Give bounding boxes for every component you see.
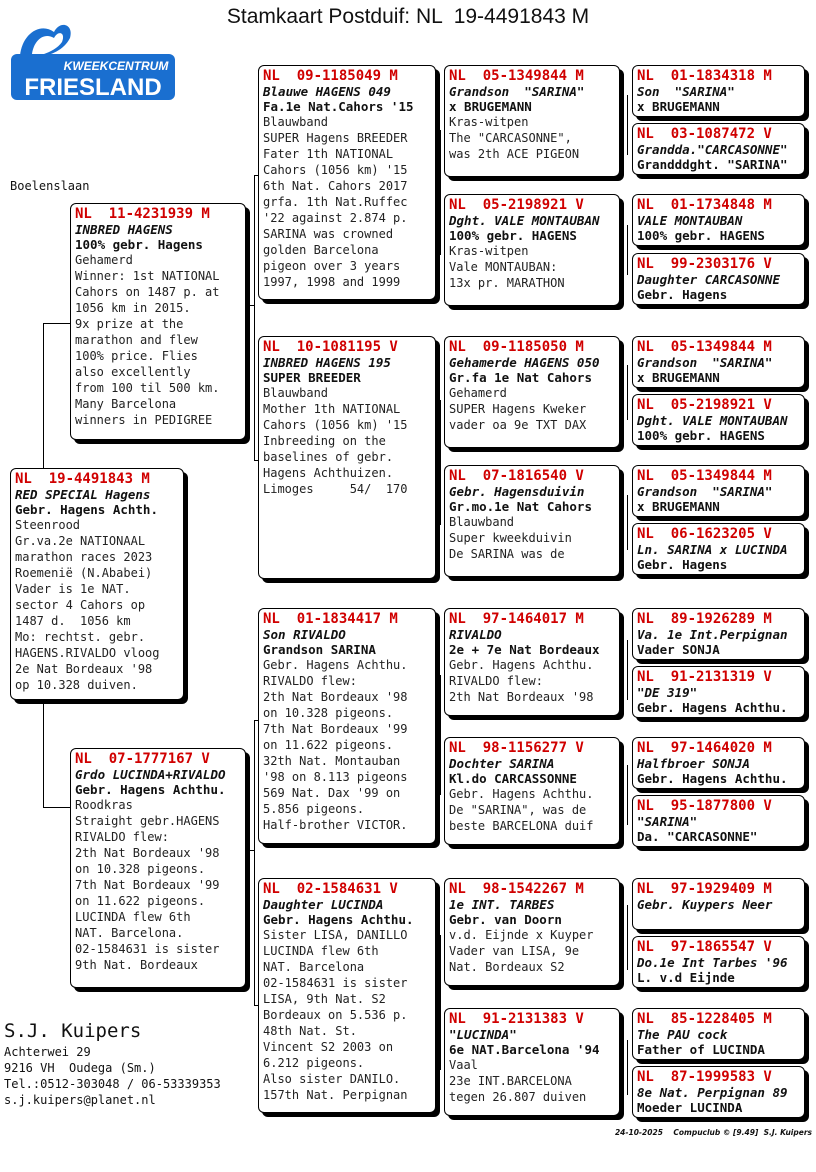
pigeon-breeder: Fa.1e Nat.Cahors '15 — [263, 99, 414, 114]
ring-number: NL 05-2198921 V — [449, 197, 584, 213]
owner-name: S.J. Kuipers — [4, 1020, 142, 1042]
pigeon-name: Son "SARINA" — [637, 84, 735, 99]
pigeon-breeder: Gebr. Hagens Achth. — [15, 502, 158, 517]
pigeon-breeder: L. v.d Eijnde — [637, 970, 735, 985]
pigeon-name: Grdo LUCINDA+RIVALDO — [75, 767, 226, 782]
pigeon-card-g1[interactable] — [632, 65, 805, 117]
pigeon-card-mmm[interactable] — [444, 1008, 620, 1116]
ring-number: NL 03-1087472 V — [637, 126, 772, 142]
pigeon-notes: Gehamerd SUPER Hagens Kweker vader oa 9e TXT DAX — [449, 386, 587, 432]
ring-number: NL 05-1349844 M — [637, 468, 772, 484]
pigeon-name: INBRED HAGENS — [75, 222, 173, 237]
connector-line — [254, 175, 255, 460]
pigeon-card-g16[interactable] — [632, 1066, 805, 1118]
pigeon-card-g8[interactable] — [632, 523, 805, 575]
pigeon-card-mv[interactable] — [258, 608, 436, 844]
ring-number: NL 07-1816540 V — [449, 468, 584, 484]
connector-line — [627, 1040, 628, 1095]
pigeon-breeder: x BRUGEMANN — [449, 99, 532, 114]
pigeon-name: Dght. VALE MONTAUBAN — [449, 213, 600, 228]
pigeon-name: The PAU cock — [637, 1027, 728, 1042]
ring-number: NL 07-1777167 V — [75, 751, 210, 767]
owner-phone: Tel.:0512-303048 / 06-53339353 — [4, 1077, 221, 1091]
pigeon-breeder: x BRUGEMANN — [637, 99, 720, 114]
owner-info — [4, 1018, 221, 1108]
connector-line — [627, 95, 628, 155]
pigeon-breeder: Gebr. Hagens Achthu. — [75, 782, 226, 797]
pigeon-card-g4[interactable] — [632, 253, 805, 305]
pigeon-card-mvm[interactable] — [444, 737, 620, 845]
pigeon-breeder: 100% gebr. HAGENS — [637, 428, 765, 443]
pigeon-breeder: 6e NAT.Barcelona '94 — [449, 1042, 600, 1057]
pigeon-breeder: Gr.mo.1e Nat Cahors — [449, 499, 592, 514]
pigeon-notes: Blauwband SUPER Hagens BREEDER Fater 1th NATIONAL Cahors (1056 km) '15 6th Nat. Cahors 2017 grfa. 1th Nat.Ruffec '22 against 2.874 p. SARINA was crowned golden Barcelona pigeon over 3 years 1997, 1998 and 1999 — [263, 115, 408, 289]
ring-number: NL 97-1464017 M — [449, 611, 584, 627]
logo-bottom-text: FRIESLAND — [24, 74, 162, 101]
ring-number: NL 01-1834417 M — [263, 611, 398, 627]
ring-number: NL 05-1349844 M — [637, 339, 772, 355]
pigeon-card-g10[interactable] — [632, 666, 805, 718]
connector-line — [440, 675, 441, 795]
pigeon-card-vmv[interactable] — [444, 336, 620, 448]
pigeon-breeder: SUPER BREEDER — [263, 370, 361, 385]
footer-credit: 24-10-2025 Compuclub © [9.49] S.J. Kuipers — [614, 1128, 812, 1137]
kweekcentrum-friesland-logo — [10, 16, 176, 102]
pigeon-name: Gehamerde HAGENS 050 — [449, 355, 600, 370]
pigeon-card-g5[interactable] — [632, 336, 805, 388]
ring-number: NL 02-1584631 V — [263, 881, 398, 897]
pigeon-breeder: Gebr. Hagens — [637, 557, 728, 572]
connector-line — [627, 495, 628, 550]
pigeon-notes: Blauwband Mother 1th NATIONAL Cahors (1056 km) '15 Inbreeding on the baselines of gebr. Hagens Achthuizen. Limoges 54/ 170 — [263, 386, 408, 496]
pigeon-breeder: Da. "CARCASONNE" — [637, 829, 758, 844]
pigeon-card-g14[interactable] — [632, 936, 805, 988]
connector-line — [43, 323, 44, 470]
owner-email: s.j.kuipers@planet.nl — [4, 1093, 156, 1107]
pigeon-breeder: 2e + 7e Nat Bordeaux — [449, 642, 600, 657]
pigeon-card-mvv[interactable] — [444, 608, 620, 716]
pigeon-name: Halfbroer SONJA — [637, 756, 750, 771]
pigeon-notes: Gebr. Hagens Achthu. RIVALDO flew: 2th Nat Bordeaux '98 — [449, 658, 594, 704]
connector-line — [246, 305, 254, 306]
pigeon-card-g7[interactable] — [632, 465, 805, 517]
ring-number: NL 97-1464020 M — [637, 740, 772, 756]
pigeon-name: Blauwe HAGENS 049 — [263, 84, 391, 99]
pigeon-breeder: x BRUGEMANN — [637, 370, 720, 385]
pigeon-card-g13[interactable] — [632, 878, 805, 930]
ring-number: NL 89-1926289 M — [637, 611, 772, 627]
pigeon-card-vvv[interactable] — [444, 65, 620, 177]
ring-number: NL 98-1542267 M — [449, 881, 584, 897]
ring-number: NL 06-1623205 V — [637, 526, 772, 542]
pigeon-name: Gebr. Hagensduivin — [449, 484, 585, 499]
pigeon-name: VALE MONTAUBAN — [637, 213, 743, 228]
pigeon-breeder: Vader SONJA — [637, 642, 720, 657]
ring-number: NL 10-1081195 V — [263, 339, 398, 355]
ring-number: NL 97-1865547 V — [637, 939, 772, 955]
logo-top-text: KWEEKCENTRUM — [63, 59, 169, 73]
pigeon-card-father[interactable] — [70, 203, 246, 440]
pigeon-name: Va. 1e Int.Perpignan — [637, 627, 788, 642]
ring-number: NL 11-4231939 M — [75, 206, 210, 222]
pigeon-breeder: 100% gebr. Hagens — [75, 237, 203, 252]
pigeon-name: Son RIVALDO — [263, 627, 346, 642]
pigeon-breeder: Gebr. van Doorn — [449, 912, 562, 927]
pigeon-card-mmv[interactable] — [444, 878, 620, 986]
pigeon-card-g3[interactable] — [632, 194, 805, 246]
pigeon-notes: Gehamerd Winner: 1st NATIONAL Cahors on 1487 p. at 1056 km in 2015. 9x prize at the marathon and flew 100% price. Flies also excellently from 100 til 500 km. Many Barcelona winners in PEDIGREE — [75, 253, 220, 427]
pigeon-name: Daughter CARCASONNE — [637, 272, 780, 287]
pigeon-notes: Gebr. Hagens Achthu. De "SARINA", was de beste BARCELONA duif — [449, 787, 594, 833]
pigeon-notes: Gebr. Hagens Achthu. RIVALDO flew: 2th Nat Bordeaux '98 on 10.328 pigeons. 7th Nat Bordeaux '99 on 11.622 pigeons. 32th Nat. Montauban '98 on 8.113 pigeons 569 Nat. Dax '99 on 5.856 pigeons. Half-brother VICTOR. — [263, 658, 408, 832]
owner-postal: 9216 VH Oudega (Sm.) — [4, 1061, 156, 1075]
owner-address: Achterwei 29 — [4, 1045, 91, 1059]
pigeon-notes: Blauwband Super kweekduivin De SARINA was de — [449, 515, 572, 561]
pigeon-card-vmm[interactable] — [444, 465, 620, 577]
pigeon-breeder: Gebr. Hagens Achthu. — [637, 700, 788, 715]
pigeon-card-g2[interactable] — [632, 123, 805, 175]
pigeon-notes: Roodkras Straight gebr.HAGENS RIVALDO flew: 2th Nat Bordeaux '98 on 10.328 pigeons. 7th Nat Bordeaux '99 on 11.622 pigeons. LUCINDA flew 6th NAT. Barcelona. 02-1584631 is sister 9th Nat. Bordeaux — [75, 798, 220, 972]
connector-line — [627, 905, 628, 970]
pigeon-name: Daughter LUCINDA — [263, 897, 384, 912]
pigeon-breeder: Kl.do CARCASSONNE — [449, 771, 577, 786]
pigeon-breeder: Gr.fa 1e Nat Cahors — [449, 370, 592, 385]
pigeon-breeder: Gebr. Hagens — [637, 287, 728, 302]
ring-number: NL 91-2131319 V — [637, 669, 772, 685]
connector-line — [627, 640, 628, 700]
breeder-location: Boelenslaan — [10, 179, 90, 193]
ring-number: NL 99-2303176 V — [637, 256, 772, 272]
pigeon-card-g11[interactable] — [632, 737, 805, 789]
pigeon-breeder: 100% gebr. HAGENS — [449, 228, 577, 243]
pigeon-name: Do.1e Int Tarbes '96 — [637, 955, 788, 970]
pigeon-card-mother[interactable] — [70, 748, 246, 988]
connector-line — [627, 365, 628, 420]
connector-line — [254, 720, 255, 1005]
connector-line — [627, 765, 628, 825]
pigeon-card-vv[interactable] — [258, 65, 436, 300]
pigeon-notes: Sister LISA, DANILLO LUCINDA flew 6th NAT. Barcelona 02-1584631 is sister LISA, 9th Nat. S2 Bordeaux on 5.536 p. 48th Nat. St. Vincent S2 2003 on 6.212 pigeons. Also sister DANILO. 157th Nat. Perpignan — [263, 928, 408, 1102]
connector-line — [246, 850, 254, 851]
pigeon-notes: Kras-witpen The "CARCASONNE", was 2th ACE PIGEON — [449, 115, 580, 161]
connector-line — [43, 807, 71, 808]
pigeon-notes: v.d. Eijnde x Kuyper Vader van LISA, 9e Nat. Bordeaux S2 — [449, 928, 594, 974]
pigeon-name: Grandson "SARINA" — [637, 355, 773, 370]
pigeon-name: Ln. SARINA x LUCINDA — [637, 542, 788, 557]
page-title: Stamkaart Postduif: NL 19-4491843 M — [226, 5, 590, 28]
connector-line — [440, 130, 441, 255]
ring-number: NL 85-1228405 M — [637, 1011, 772, 1027]
pigeon-notes: Vaal 23e INT.BARCELONA tegen 26.807 duiven — [449, 1058, 587, 1104]
pigeon-name: INBRED HAGENS 195 — [263, 355, 391, 370]
ring-number: NL 01-1834318 M — [637, 68, 772, 84]
pigeon-name: RIVALDO — [449, 627, 502, 642]
pigeon-card-vm[interactable] — [258, 336, 436, 579]
pigeon-breeder: Gebr. Hagens Achthu. — [637, 771, 788, 786]
pigeon-card-g6[interactable] — [632, 394, 805, 446]
pigeon-notes: Kras-witpen Vale MONTAUBAN: 13x pr. MARATHON — [449, 244, 565, 290]
pigeon-name: "LUCINDA" — [449, 1027, 517, 1042]
ring-number: NL 09-1185050 M — [449, 339, 584, 355]
pigeon-name: "SARINA" — [637, 814, 698, 829]
connector-line — [440, 400, 441, 525]
pigeon-card-vvm[interactable] — [444, 194, 620, 306]
pigeon-name: Grandda."CARCASONNE" — [637, 142, 788, 157]
pigeon-card-mm[interactable] — [258, 878, 436, 1113]
pigeon-name: Dght. VALE MONTAUBAN — [637, 413, 788, 428]
ring-number: NL 97-1929409 M — [637, 881, 772, 897]
ring-number: NL 91-2131383 V — [449, 1011, 584, 1027]
ring-number: NL 95-1877800 V — [637, 798, 772, 814]
ring-number: NL 98-1156277 V — [449, 740, 584, 756]
pigeon-name: "DE 319" — [637, 685, 698, 700]
pigeon-name: Grandson "SARINA" — [637, 484, 773, 499]
pigeon-name: 1e INT. TARBES — [449, 897, 555, 912]
pigeon-card-g12[interactable] — [632, 795, 805, 847]
ring-number: NL 09-1185049 M — [263, 68, 398, 84]
connector-line — [43, 702, 44, 807]
pigeon-breeder: x BRUGEMANN — [637, 499, 720, 514]
pigeon-name: Grandson "SARINA" — [449, 84, 585, 99]
pigeon-notes: Steenrood Gr.va.2e NATIONAAL marathon races 2023 Roemenië (N.Ababei) Vader is 1e NAT. sector 4 Cahors op 1487 d. 1056 km Mo: rechtst. gebr. HAGENS.RIVALDO vloog 2e Nat Bordeaux '98 op 10.328 duiven. — [15, 518, 160, 692]
pigeon-name: 8e Nat. Perpignan 89 — [637, 1085, 788, 1100]
ring-number: NL 05-1349844 M — [449, 68, 584, 84]
pigeon-breeder: 100% gebr. HAGENS — [637, 228, 765, 243]
pigeon-card-main[interactable] — [10, 468, 184, 700]
pigeon-breeder: Moeder LUCINDA — [637, 1100, 743, 1115]
ring-number: NL 05-2198921 V — [637, 397, 772, 413]
pigeon-name: Gebr. Kuypers Neer — [637, 897, 773, 912]
pigeon-breeder: Gebr. Hagens Achthu. — [263, 912, 414, 927]
ring-number: NL 19-4491843 M — [15, 471, 150, 487]
connector-line — [627, 225, 628, 275]
pigeon-name: RED SPECIAL Hagens — [15, 487, 151, 502]
pigeon-breeder: Father of LUCINDA — [637, 1042, 765, 1057]
ring-number: NL 01-1734848 M — [637, 197, 772, 213]
pigeon-breeder: Grandddght. "SARINA" — [637, 157, 788, 172]
pigeon-breeder: Grandson SARINA — [263, 642, 376, 657]
ring-number: NL 87-1999583 V — [637, 1069, 772, 1085]
connector-line — [43, 323, 71, 324]
pigeon-card-g9[interactable] — [632, 608, 805, 660]
pigeon-card-g15[interactable] — [632, 1008, 805, 1060]
pigeon-name: Dochter SARINA — [449, 756, 555, 771]
connector-line — [440, 935, 441, 1070]
